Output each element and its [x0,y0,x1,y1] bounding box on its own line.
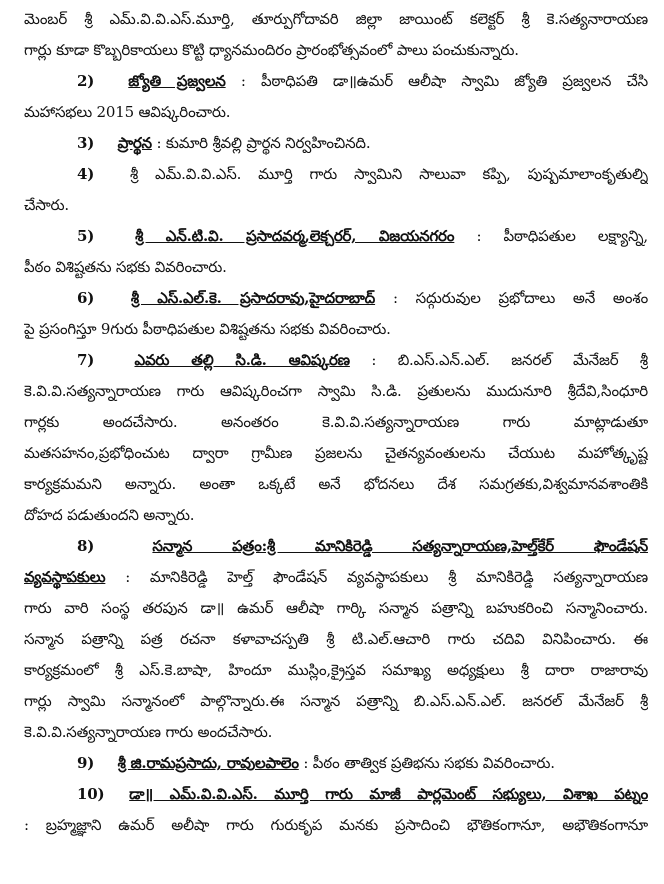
item-text: : బి.ఎస్.ఎన్.ఎల్. జనరల్ మేనేజర్ శ్రీ [371,351,648,369]
paragraph-item-5 [24,221,648,283]
text-line: దోహద పడుతుందని అన్నారు. [24,506,195,524]
text-line: మహాసభలు 2015 ఆవిష్కరించారు. [24,103,231,121]
paragraph-item-3 [24,128,648,159]
item-first-line [24,221,648,252]
item-number: 10) [77,785,105,803]
text-line: కె.వి.వి.సత్యన్నారాయణ గారు ఆవిష్కరించగా స్వామి సి.డి. ప్రతులను ముదునూరి శ్రీదేవి,సింధూరి [24,382,648,400]
item-heading: జ్యోతి ప్రజ్వలన [128,72,226,90]
item-heading: శ్రీ ఎన్.టి.వి. ప్రసాదవర్మ,లెక్చరర్, విజయనగరం [135,227,455,245]
text-line: కార్యక్రమమని అన్నారు. అంతా ఒక్కటే అనే భోదనలు దేశ సమగ్రతకు,విశ్వమానవశాంతికి [24,475,648,493]
paragraph-item-7 [24,345,648,531]
text-line: కార్యక్రమంలో శ్రీ ఎస్.కె.బాషా, హిందూ ముస్లిం,క్రైస్తవ సమాఖ్య అధ్యక్షులు శ్రీ దారా రాజారావు [24,661,648,679]
text-line: పై ప్రసంగిస్తూ 9గురు పీఠాధిపతుల విశిష్టతను సభకు వివరించారు. [24,320,391,338]
item-first-line [24,128,648,159]
text-line: కె.వి.వి.సత్యన్నారాయణ గారు అందచేసారు. [24,723,273,741]
text-line: గార్లకు అందచేసారు. అనంతరం కె.వి.వి.సత్యన్నారాయణ గారు మాట్లాడుతూ [24,413,648,431]
text-line: గారు వారి సంస్థ తరపున డా॥ ఉమర్ ఆలీషా గార్కి సన్మాన పత్రాన్ని బహుకరించి సన్మానించారు. [24,599,648,617]
text-line: గార్లు స్వామి సన్మానంలో పాల్గొన్నారు.ఈ సన్మాన పత్రాన్ని బి.ఎస్.ఎన్.ఎల్. జనరల్ మేనేజర్ శ్రీ [24,692,648,710]
item-heading: శ్రీ జి.రామప్రసాదు, రావులపాలెం [117,754,299,772]
item-text: : మానికిరెడ్డి హెల్త్ ఫౌండేషన్ వ్యవస్థాపకులు శ్రీ మానికిరెడ్డి సత్యన్నారాయణ [125,568,648,586]
item-first-line [24,66,648,97]
item-text: : సద్గురువుల ప్రభోదాలు అనే అంశం [392,289,648,307]
item-text: : పీఠాధిపతి డా॥ఉమర్ ఆలీషా స్వామి జ్యోతి ప్రజ్వలన చేసి [240,72,648,90]
text-line: : బ్రహ్మజ్ఞాని ఉమర్ అలీషా గారు గురుకృప మనకు ప్రసాదించి భౌతికంగానూ, అభౌతికంగానూ [24,816,648,834]
item-heading-cont: వ్యవస్థాపకులు [24,568,106,586]
item-text: శ్రీ ఎమ్.వి.వి.ఎస్. మూర్తి గారు స్వామిని సాలువా కప్పి, పుష్పమాలాంకృతుల్ని [129,165,648,183]
paragraph-item-10 [24,779,648,841]
item-number: 2) [77,72,95,90]
paragraph-item-2 [24,66,648,128]
item-number: 4) [77,165,95,183]
item-first-line [24,531,648,562]
paragraph-item-6 [24,283,648,345]
item-first-line [24,779,648,810]
item-heading: డా॥ ఎమ్.వి.వి.ఎస్. మూర్తి గారు మాజీ పార్లమెంట్ సభ్యులు, విశాఖ పట్నం [129,785,648,803]
text-line: మతసహనం,ప్రభోధించుట ద్వారా గ్రామీణ ప్రజలను చైతన్యవంతులను చేయుట మహోత్కృష్ట [24,444,648,462]
item-number: 6) [77,289,95,307]
item-text: : పీఠాధిపతుల లక్ష్యాన్ని, [476,227,648,245]
paragraph-item-4 [24,159,648,221]
item-first-line [24,345,648,376]
item-heading-continuation [24,562,648,593]
text-line: మెంబర్ శ్రీ ఎమ్.వి.వి.ఎస్.మూర్తి, తూర్పుగోదావరి జిల్లా జాయింట్ కలెక్టర్ శ్రీ కె.సత్యనారాయణ [24,10,648,28]
text-line: పీఠం విశిష్టతను సభకు వివరించారు. [24,258,227,276]
paragraph-item-8 [24,531,648,748]
document-page [24,4,648,841]
item-first-line [24,283,648,314]
item-text: : కుమారి శ్రీవల్లి ప్రార్థన నిర్వహించినది. [156,134,371,152]
paragraph-intro [24,4,648,66]
item-heading: ఎవరు తల్లి సి.డి. ఆవిష్కరణ [134,351,350,369]
item-number: 3) [77,134,95,152]
item-heading: సన్మాన పత్రం:శ్రీ మానికిరెడ్డి సత్యన్నారాయణ,హెల్త్‌కేర్ ఫౌండేషన్ [152,537,648,555]
item-number: 7) [77,351,95,369]
text-line: చేసారు. [24,196,69,214]
item-number: 9) [77,754,95,772]
item-first-line [24,159,648,190]
paragraph-item-9 [24,748,648,779]
item-text: : పీఠం తాత్విక ప్రతిభను సభకు వివరించారు. [303,754,555,772]
item-heading: శ్రీ ఎస్.ఎల్.కె. ప్రసాదరావు,హైదరాబాద్ [130,289,376,307]
text-line: సన్మాన పత్రాన్ని పత్ర రచనా కళావాచస్పతి శ్రీ టి.ఎల్.ఆచారి గారు చదివి వినిపించారు. ఈ [24,630,648,648]
item-number: 5) [77,227,95,245]
text-line: గార్లు కూడా కొబ్బరికాయలు కొట్టి ధ్యానమందిరం ప్రారంభోత్సవంలో పాలు పంచుకున్నారు. [24,41,519,59]
item-number: 8) [77,537,95,555]
item-heading: ప్రార్థన [117,134,152,152]
item-first-line [24,748,648,779]
